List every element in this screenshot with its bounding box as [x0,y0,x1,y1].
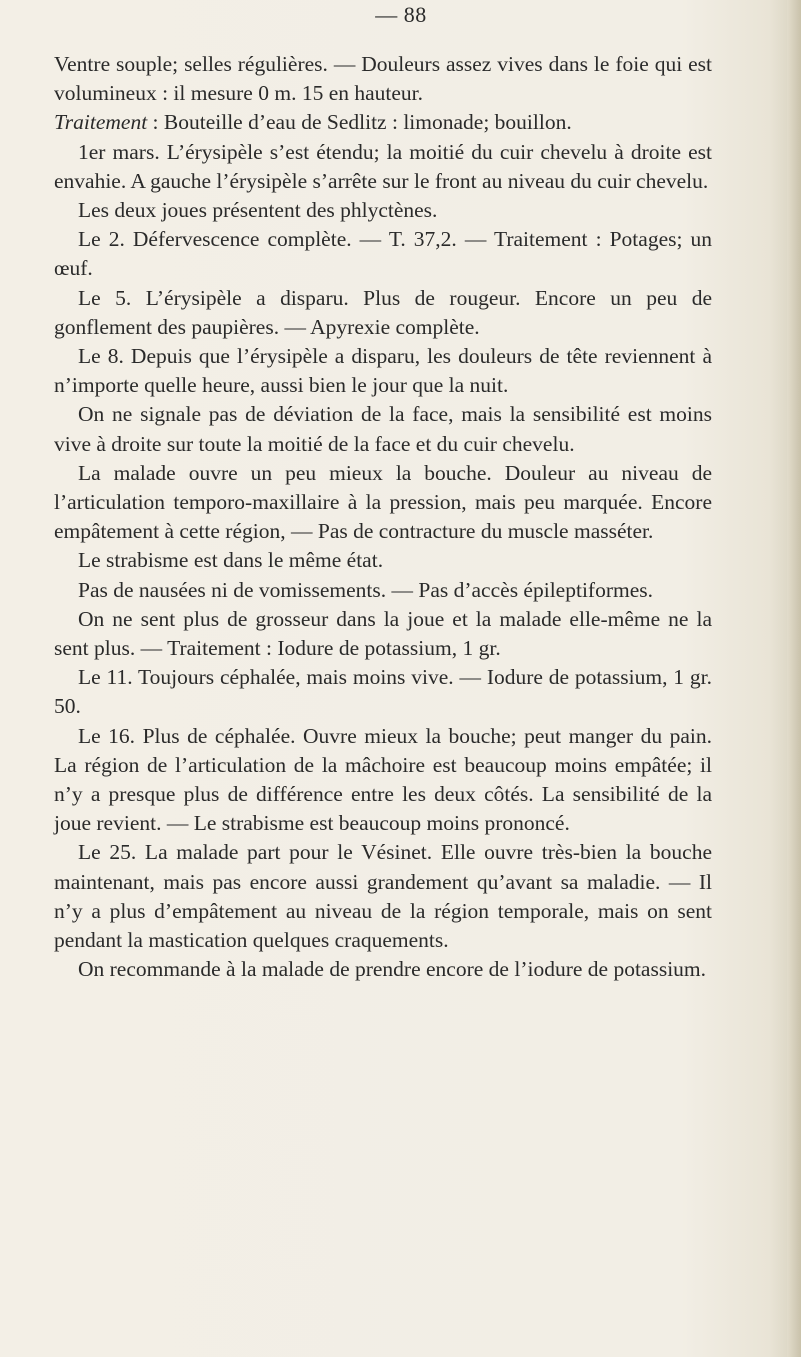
paragraph-text: : Bouteille d’eau de Sedlitz : limonade; bouillon. [147,110,572,135]
paragraph: On ne sent plus de grosseur dans la joue et la malade elle-même ne la sent plus. — Traitement : Iodure de potassium, 1 gr. [54,606,712,661]
paragraph: Le 11. Toujours céphalée, mais moins vive. — Iodure de potassium, 1 gr. 50. [54,665,712,719]
page-body [54,50,712,985]
paragraph: Le 25. La malade part pour le Vésinet. Elle ouvre très-bien la bouche maintenant, mais pas encore aussi grandement qu’avant sa maladie. — Il n’y a plus d’empâtement au niveau de la région temporale, mais on sent pendant la mastication quelques craquements. [54,840,712,953]
paragraph: Ventre souple; selles régulières. — Douleurs assez vives dans le foie qui est volumineux : il mesure 0 m. 15 en hauteur. [54,52,712,106]
page-edge [787,0,801,1357]
paragraph: On ne signale pas de déviation de la face, mais la sensibilité est moins vive à droite sur toute la moitié de la face et du cuir chevelu. [54,402,712,456]
paragraph: Le 8. Depuis que l’érysipèle a disparu, les douleurs de tête reviennent à n’importe quelle heure, aussi bien le jour que la nuit. [54,344,712,398]
paragraph: Les deux joues présentent des phlyctènes. [78,198,438,223]
paragraph: Pas de nausées ni de vomissements. — Pas d’accès épileptiformes. [78,577,653,602]
paragraph: Le 16. Plus de céphalée. Ouvre mieux la bouche; peut manger du pain. La région de l’articulation de la mâchoire est beaucoup moins empâtée; il n’y a presque plus de différence entre les deux côtés. La sensibilité de la joue revient. — Le strabisme est beaucoup moins prononcé. [54,723,712,836]
paragraph: La malade ouvre un peu mieux la bouche. Douleur au niveau de l’articulation temporo-maxillaire à la pression, mais peu marquée. Encore empâtement à cette région, — Pas de contracture du muscle masséter. [54,460,712,544]
paragraph: Le 2. Défervescence complète. — T. 37,2. — Traitement : Potages; un œuf. [54,227,712,281]
paragraph: Le 5. L’érysipèle a disparu. Plus de rougeur. Encore un peu de gonflement des paupières. — Apyrexie complète. [54,285,712,339]
paragraph: Le strabisme est dans le même état. [78,548,384,573]
paragraph [54,108,712,137]
page-number: — 88 [375,2,427,27]
paragraph: 1er mars. L’érysipèle s’est étendu; la moitié du cuir chevelu à droite est envahie. A gauche l’érysipèle s’arrête sur le front au niveau du cuir chevelu. [54,139,712,193]
paragraph: On recommande à la malade de prendre encore de l’iodure de potassium. [78,957,707,982]
treatment-label: Traitement [54,110,148,135]
